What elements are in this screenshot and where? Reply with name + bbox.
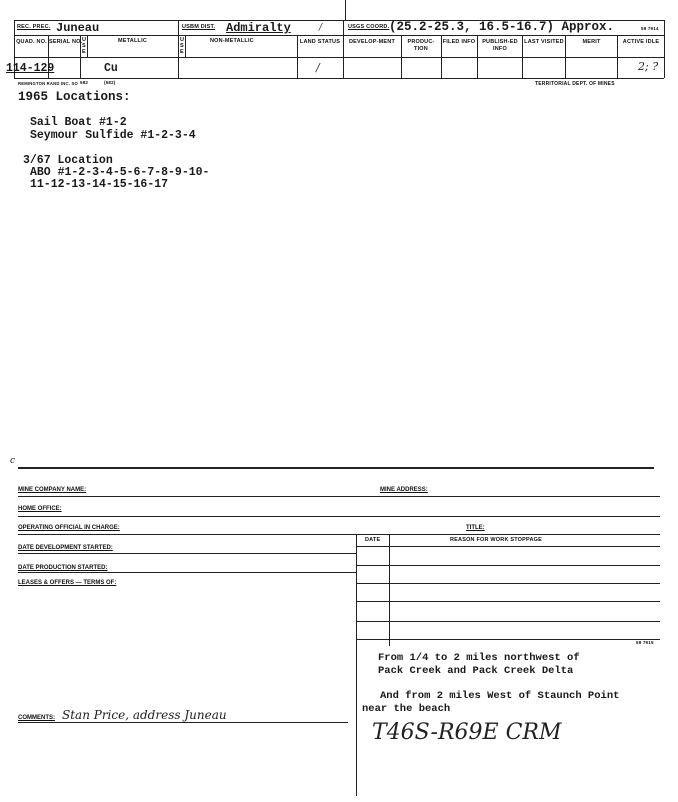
col-serial-no: SERIAL NO. — [49, 39, 83, 45]
locations-1965-heading: 1965 Locations: — [18, 90, 131, 104]
stoppage-row-line-2 — [356, 583, 660, 584]
grid-bottom-border — [14, 78, 664, 79]
comments-value: Stan Price, address Juneau — [62, 708, 227, 722]
header-sep-1 — [178, 20, 179, 78]
grid-header-divider — [14, 35, 664, 36]
locations-1965-list — [30, 116, 196, 142]
form-number-top: 59 7914 — [641, 26, 659, 31]
grid-right-border — [664, 20, 665, 78]
rec-prec-label: REC. PREC. — [17, 24, 51, 30]
location-note-line: From 1/4 to 2 miles northwest of — [378, 652, 580, 664]
col-use-1: U S E — [82, 37, 87, 55]
operating-official-label: OPERATING OFFICIAL IN CHARGE: — [18, 525, 120, 531]
col-land-status: LAND STATUS — [299, 39, 341, 45]
home-office-label: HOME OFFICE: — [18, 506, 62, 512]
usgs-coord-value: (25.2-25.3, 16.5-16.7) Approx. — [389, 20, 615, 34]
stoppage-reason-header: REASON FOR WORK STOPPAGE — [450, 537, 542, 543]
date-production-label: DATE PRODUCTION STARTED: — [18, 565, 108, 571]
header-sep-2 — [343, 20, 344, 78]
grid-columns-divider — [14, 57, 664, 58]
imprint-code-2: (582) — [104, 80, 116, 85]
col-development: DEVELOP-MENT — [348, 39, 396, 45]
comments-label: COMMENTS: — [18, 715, 55, 721]
row-line-1 — [18, 496, 660, 497]
col-non-metallic: NON-METALLIC — [210, 38, 254, 44]
metallic-value: Cu — [104, 62, 118, 75]
location-entry: 11-12-13-14-15-16-17 — [30, 178, 169, 191]
row-line-5 — [18, 572, 356, 573]
col-filed-info: FILED INFO — [442, 39, 476, 45]
location-entry: Sail Boat #1-2 — [30, 116, 127, 129]
quad-value: 114-129 — [6, 62, 55, 75]
row-line-3 — [18, 534, 660, 535]
usgs-coord-label: USGS COORD. — [348, 24, 390, 30]
stoppage-header-line — [356, 546, 660, 547]
rec-prec-value: Juneau — [56, 21, 100, 35]
lower-divider — [356, 646, 357, 796]
location-note-line: And from 2 miles West of Staunch Point — [380, 690, 620, 702]
row-line-4 — [18, 553, 356, 554]
col-merit: MERIT — [582, 39, 601, 45]
coord-mark: / — [319, 23, 323, 33]
imprint-right: TERRITORIAL DEPT. OF MINES — [535, 81, 615, 87]
stoppage-left-border — [356, 534, 357, 646]
imprint-left: REMINGTON RAND INC. SO — [18, 81, 78, 86]
location-entry: Seymour Sulfide #1-2-3-4 — [30, 129, 196, 142]
form-number-bottom: 59 7915 — [636, 640, 654, 645]
usbm-dist-label: USBM DIST. — [182, 24, 216, 30]
col-quad-no: QUAD. NO. — [16, 39, 47, 45]
location-entry: ABO #1-2-3-4-5-6-7-8-9-10- — [30, 166, 210, 179]
stoppage-date-sep — [389, 534, 390, 646]
col-production: PRODUC-TION — [407, 39, 435, 52]
col-use-2: U S E — [180, 37, 185, 55]
location-note-line: Pack Creek and Pack Creek Delta — [378, 665, 574, 677]
date-development-label: DATE DEVELOPMENT STARTED: — [18, 545, 113, 551]
mine-address-label: MINE ADDRESS: — [380, 487, 428, 493]
mine-company-name-label: MINE COMPANY NAME: — [18, 487, 87, 493]
location-note-line: near the beach — [362, 703, 451, 715]
active-idle-value: 2; ? — [638, 60, 659, 73]
col-active-idle: ACTIVE IDLE — [622, 39, 660, 45]
locations-1967-heading: 3/67 Location — [23, 154, 113, 167]
leases-label: LEASES & OFFERS — TERMS OF: — [18, 580, 117, 586]
location-note-block-1 — [378, 652, 580, 678]
stoppage-date-header: DATE — [365, 537, 381, 543]
stoppage-row-line-1 — [356, 565, 660, 566]
location-note-block-2 — [362, 690, 619, 716]
usbm-dist-value: Admiralty — [226, 21, 291, 35]
col-published-info: PUBLISH-ED INFO — [482, 39, 518, 52]
col-sep-use2b — [185, 35, 186, 57]
stoppage-row-line-4 — [356, 621, 660, 622]
title-label: TITLE: — [466, 525, 485, 531]
stoppage-row-line-3 — [356, 601, 660, 602]
bottom-section-top-border — [18, 467, 654, 469]
row-line-2 — [18, 516, 660, 517]
stoppage-row-line-5 — [356, 639, 660, 640]
comments-line — [18, 722, 348, 723]
col-sep-use1b — [87, 35, 88, 57]
land-status-value: / — [316, 61, 320, 74]
locations-1967-list — [30, 167, 209, 191]
imprint-code-1: 582 — [80, 80, 89, 85]
col-last-visited: LAST VISITED — [524, 39, 564, 45]
col-metallic: METALLIC — [118, 38, 147, 44]
corner-mark: c — [10, 456, 16, 466]
township-handwritten: T46S-R69E CRM — [372, 720, 562, 745]
top-tick-line — [345, 0, 346, 20]
